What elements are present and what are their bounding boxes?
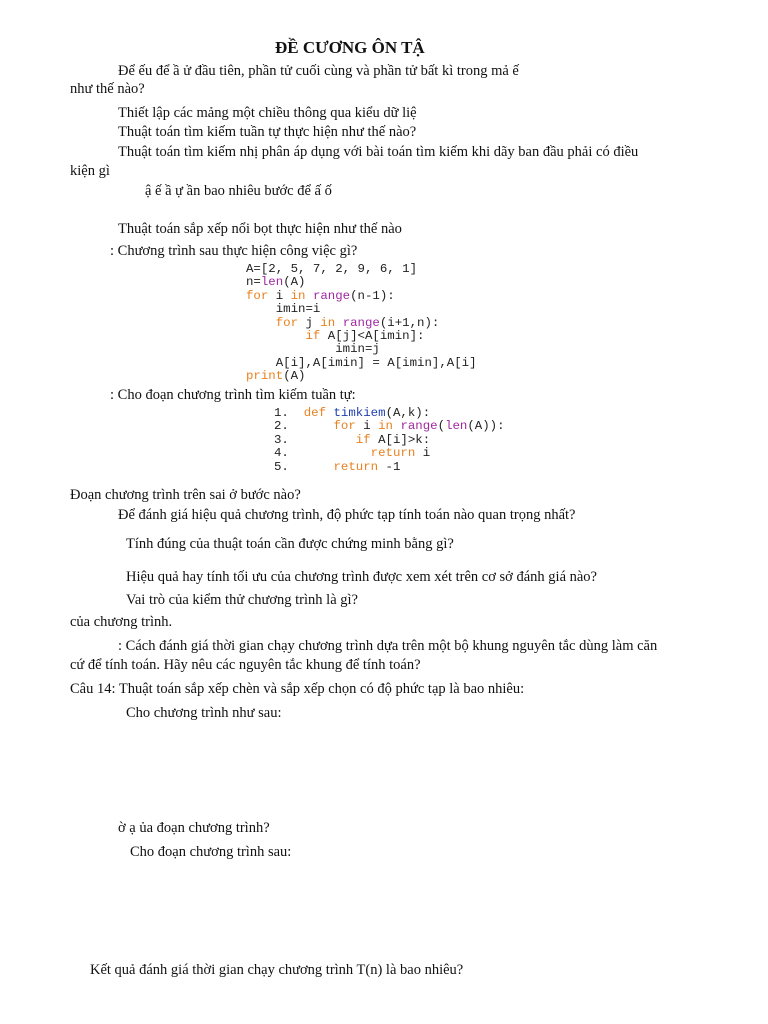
code-token — [246, 316, 276, 330]
code-token: for — [246, 288, 269, 303]
question-4-line-2: kiện gì — [70, 163, 110, 179]
question-16: Cho đoạn chương trình sau: — [130, 844, 292, 860]
code-line — [274, 420, 505, 433]
question-10: Tính đúng của thuật toán cần được chứng minh bằng gì? — [126, 536, 454, 552]
code-token: -1 — [378, 459, 401, 474]
question-1-line-1: Để ếu để ầ ử đầu tiên, phần tử cuối cùng và phần tử bất kì trong mả ế — [118, 63, 519, 79]
code-token: for — [275, 315, 299, 330]
code-token: i — [355, 419, 379, 434]
question-13-line-2: cứ để tính toán. Hãy nêu các nguyên tắc khung để tính toán? — [70, 657, 421, 673]
code-token: if — [305, 328, 321, 343]
code-token: A[i],A[imin] = A[imin],A[i] — [246, 355, 477, 370]
code-token: (A,k): — [385, 406, 431, 420]
page-title: ĐỀ CƯƠNG ÔN TẬ — [275, 38, 425, 57]
code-token: return — [370, 446, 416, 461]
code-token: 2. — [274, 419, 334, 434]
code-token: len — [260, 275, 284, 290]
question-12: Vai trò của kiểm thử chương trình là gì? — [126, 592, 358, 608]
question-11: Hiệu quả hay tính tối ưu của chương trình được xem xét trên cơ sở đánh giá nào? — [126, 569, 597, 585]
code-token: imin=j — [246, 342, 380, 357]
code-token: i — [415, 446, 431, 461]
code-token: for — [333, 419, 356, 434]
code-token: imin=i — [246, 302, 321, 317]
question-8: : Cho đoạn chương trình tìm kiếm tuần tự: — [110, 387, 356, 403]
code-block-linear-search — [274, 407, 505, 474]
question-6: Thuật toán sắp xếp nổi bọt thực hiện như thế nào — [118, 221, 402, 237]
code-line — [246, 276, 477, 289]
code-token: timkiem — [333, 406, 386, 420]
code-token: 3. — [274, 432, 356, 447]
code-token: (A) — [283, 369, 306, 384]
code-token: (A)): — [467, 419, 505, 434]
question-4-line-1: Thuật toán tìm kiếm nhị phân áp dụng với bài toán tìm kiếm khi dãy ban đầu phải có điều — [118, 144, 639, 160]
code-token: 1. — [274, 406, 304, 420]
question-7: : Chương trình sau thực hiện công việc gì? — [110, 243, 358, 259]
code-line — [274, 434, 505, 447]
code-line — [246, 290, 477, 303]
code-token: in — [378, 419, 393, 434]
code-line — [246, 303, 477, 316]
code-token — [326, 406, 333, 420]
code-token: n= — [246, 275, 261, 290]
code-token: (A) — [283, 275, 306, 290]
question-1-line-2: như thế nào? — [70, 81, 145, 97]
question-2: Thiết lập các mảng một chiều thông qua kiểu dữ liệ — [118, 105, 417, 121]
code-token: (i+1,n): — [379, 315, 440, 330]
code-token: in — [320, 315, 336, 330]
code-token: 5. — [274, 459, 334, 474]
code-token: def — [303, 406, 327, 420]
code-token: A[j]<A[imin]: — [320, 328, 425, 343]
question-5: ậ ế ầ ự ần bao nhiêu bước để ấ ố — [145, 183, 332, 199]
code-line — [246, 330, 477, 343]
question-14: Câu 14: Thuật toán sắp xếp chèn và sắp xếp chọn có độ phức tạp là bao nhiêu: — [70, 681, 525, 697]
question-15: Cho chương trình như sau: — [126, 705, 282, 721]
code-block-selection-sort — [246, 263, 477, 384]
question-12-followup: của chương trình. — [70, 614, 173, 630]
code-token: range — [400, 419, 438, 434]
code-token: range — [342, 315, 380, 330]
code-token: range — [312, 288, 351, 303]
code-line — [246, 317, 477, 330]
code-line — [246, 357, 477, 370]
code-token — [335, 316, 342, 330]
code-token: len — [445, 419, 468, 434]
code-token: ( — [437, 419, 446, 434]
question-8-followup: Đoạn chương trình trên sai ở bước nào? — [70, 487, 301, 503]
question-3: Thuật toán tìm kiếm tuần tự thực hiện như thế nào? — [118, 124, 417, 140]
code-token: (n-1): — [350, 288, 395, 303]
code-line — [274, 407, 505, 420]
code-token: A[i]>k: — [370, 432, 431, 447]
code-token — [246, 329, 306, 343]
code-line — [246, 263, 477, 276]
question-13-line-1: : Cách đánh giá thời gian chạy chương trình dựa trên một bộ khung nguyên tắc dùng làm căn — [118, 638, 658, 654]
code-token: i — [268, 288, 291, 303]
code-token: in — [290, 288, 306, 303]
code-token — [306, 289, 313, 303]
question-15-followup: ờ ạ ủa đoạn chương trình? — [118, 820, 270, 836]
code-token: return — [333, 459, 379, 474]
code-line — [246, 370, 477, 383]
code-token: if — [355, 432, 371, 447]
code-line — [246, 343, 477, 356]
code-line — [274, 461, 505, 474]
code-token: print — [246, 369, 284, 384]
code-token: 4. — [274, 446, 371, 461]
question-17: Kết quả đánh giá thời gian chạy chương trình T(n) là bao nhiêu? — [90, 962, 464, 978]
code-line — [274, 447, 505, 460]
code-token: A=[2, 5, 7, 2, 9, 6, 1] — [246, 262, 418, 276]
code-token: j — [298, 315, 321, 330]
question-9: Để đánh giá hiệu quả chương trình, độ phức tạp tính toán nào quan trọng nhất? — [118, 507, 576, 523]
